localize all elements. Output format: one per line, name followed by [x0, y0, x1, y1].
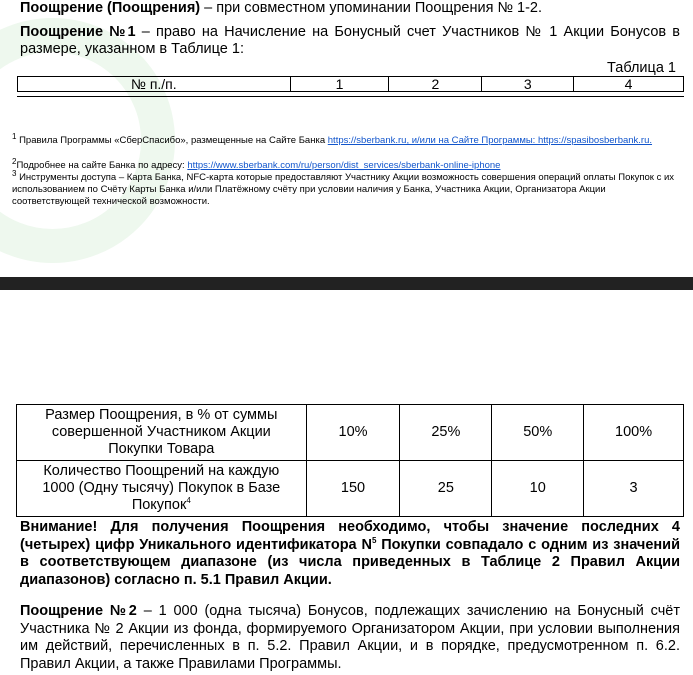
paragraph-incentive-2: [20, 603, 680, 673]
header-cell-4: 4: [574, 77, 684, 92]
cell-count-2: 25: [400, 461, 492, 517]
footnote-1: [12, 131, 682, 147]
header-cell-number: № п./п.: [18, 77, 291, 92]
footnote-1-marker: 1: [12, 131, 17, 141]
term-incentive-1: Поощрение №1: [20, 24, 136, 40]
definition-text: – при совместном упоминании Поощрения № 1-2.: [200, 0, 543, 16]
page-divider: [0, 277, 693, 290]
footnote-3: [12, 168, 682, 208]
footnote-1-link[interactable]: https://sberbank.ru, и/или на Сайте Программы: https://spasibosberbank.ru.: [327, 135, 653, 146]
term-incentive: Поощрение (Поощрения): [20, 0, 201, 16]
footnote-3-text: Инструменты доступа – Карта Банка, NFC-карта которые предоставляют Участнику Акции возможность совершения операций оплаты Покупок с их использованием по Счёту Карты Банка и/или Платёжному счёту при условии наличия у Банка, Участника Акции, Организатора Акции соответствующей технической возможности.: [12, 172, 675, 207]
cell-percent-2: 25%: [400, 405, 492, 461]
footnote-2-link[interactable]: https://www.sberbank.com/ru/person/dist_services/sberbank-online-iphone: [187, 160, 501, 171]
footnote-2-text: Подробнее на сайте Банка по адресу:: [16, 160, 188, 171]
footnote-2: [12, 156, 682, 172]
header-cell-2: 2: [389, 77, 482, 92]
warning-text-end: Покупки совпадало с одним из значений в соответствующем диапазоне (из числа приведенных в Таблице 2 Правил Акции диапазонов) согласно п. 5.1 Правил Акции.: [20, 536, 680, 588]
table-1-header: [17, 76, 684, 92]
incentive-1-text: – право на Начисление на Бонусный счет Участников № 1 Акции Бонусов в размере, указанном в Таблице 1:: [20, 24, 680, 57]
paragraph-incentive-1: [20, 24, 680, 58]
header-cell-1: 1: [290, 77, 389, 92]
incentive-2-text: – 1 000 (одна тысяча) Бонусов, подлежащих зачислению на Бонусный счёт Участника № 2 Акции из фонда, формируемого Организатором Акции, при условии выполнения им действий, перечисленных в п. 5.2. Правил Акции, и в порядке, предусмотренном п. 6.2. Правил Акции, а также Правилами Программы.: [20, 603, 680, 672]
footnote-5-marker: 5: [371, 535, 377, 545]
warning-text-start: Внимание! Для получения Поощрения необходимо, чтобы значение последних 4 (четырех) цифр Уникального идентификатора N: [20, 519, 680, 553]
row-label-reward-percent: Размер Поощрения, в % от суммы совершенной Участником Акции Покупки Товара: [17, 405, 307, 461]
footnote-3-marker: 3: [12, 168, 17, 178]
table-row-reward-percent: [17, 405, 684, 461]
cell-count-4: 3: [584, 461, 684, 517]
paragraph-incentive-definition: [20, 0, 680, 17]
term-incentive-2: Поощрение №2: [20, 603, 137, 619]
table-1-body: [16, 404, 684, 517]
table-bottom-line: [17, 96, 684, 97]
table-row-reward-count: [17, 461, 684, 517]
row-label-reward-count: [17, 461, 307, 517]
footnote-4-marker: 4: [186, 496, 191, 506]
row-label-reward-count-text: Количество Поощрений на каждую 1000 (Одну тысячу) Покупок в Базе Покупок: [42, 463, 281, 513]
footnote-2-marker: 2: [12, 156, 17, 166]
cell-percent-3: 50%: [492, 405, 584, 461]
footnote-1-text: Правила Программы «СберСпасибо», размещенные на Сайте Банка: [16, 135, 328, 146]
header-cell-3: 3: [482, 77, 574, 92]
cell-count-3: 10: [492, 461, 584, 517]
table-header-row: [18, 77, 684, 92]
cell-percent-1: 10%: [306, 405, 400, 461]
cell-percent-4: 100%: [584, 405, 684, 461]
warning-paragraph: [20, 519, 680, 589]
table-caption: Таблица 1: [607, 60, 676, 76]
cell-count-1: 150: [306, 461, 400, 517]
